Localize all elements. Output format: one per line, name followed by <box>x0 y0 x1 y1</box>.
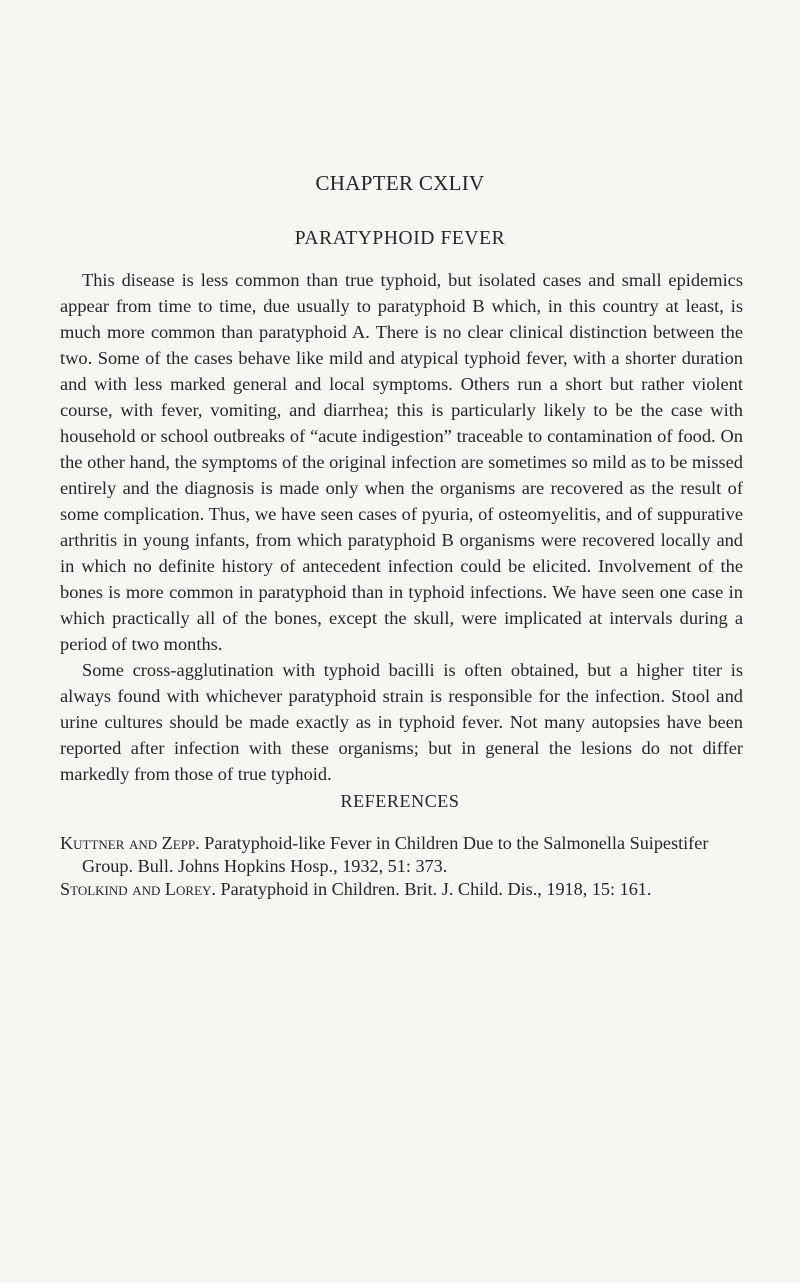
body-paragraph: This disease is less common than true typhoid, but isolated cases and small epidemics appear from time to time, due usually to paratyphoid B which, in this country at least, is much more common than paratyphoid A. There is no clear clinical distinction between the two. Some of the cases behave like mild and atypical typhoid fever, with a shorter duration and with less marked general and local symptoms. Others run a short but rather violent course, with fever, vomiting, and diarrhea; this is particularly likely to be the case with household or school outbreaks of “acute indigestion” traceable to contamination of food. On the other hand, the symptoms of the original infection are sometimes so mild as to be missed entirely and the diagnosis is made only when the organisms are recovered as the result of some complication. Thus, we have seen cases of pyuria, of osteomyelitis, and of suppurative arthritis in young infants, from which paratyphoid B organisms were recovered locally and in which no definite history of antecedent infection could be elicited. Involvement of the bones is more common in paratyphoid than in typhoid infections. We have seen one case in which practically all of the bones, except the skull, were implicated at intervals during a period of two months. <box>60 270 743 654</box>
body-paragraph: Some cross-agglutination with typhoid bacilli is often obtained, but a higher titer is always found with whichever paratyphoid strain is responsible for the infection. Stool and urine cultures should be made exactly as in typhoid fever. Not many autopsies have been reported after infection with these organisms; but in general the lesions do not differ markedly from those of true typhoid. <box>60 660 743 784</box>
chapter-number: CHAPTER CXLIV <box>315 171 485 195</box>
references-heading: REFERENCES <box>340 791 460 811</box>
chapter-body <box>60 267 743 787</box>
reference-citation: Paratyphoid in Children. Brit. J. Child. Dis., 1918, 15: 161. <box>220 879 652 899</box>
references-list <box>60 832 743 901</box>
reference-item <box>60 832 743 878</box>
reference-citation: Paratyphoid-like Fever in Children Due to the Salmonella Suipestifer Group. Bull. Johns Hopkins Hosp., 1932, 51: 373. <box>82 833 709 876</box>
chapter-title: PARATYPHOID FEVER <box>294 228 506 249</box>
reference-item <box>60 878 743 901</box>
reference-authors: Stolkind and Lorey. <box>60 879 216 899</box>
reference-authors: Kuttner and Zepp. <box>60 833 200 853</box>
